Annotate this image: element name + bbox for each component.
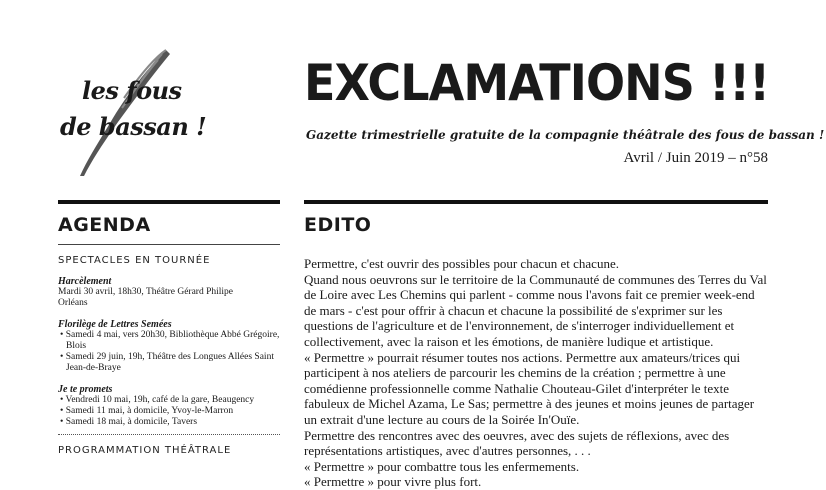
edito-rule <box>304 200 768 204</box>
category-tour: SPECTACLES EN TOURNÉE <box>58 255 211 266</box>
company-logo <box>58 48 208 178</box>
edito-paragraph: « Permettre » pour combattre tous les enfermements. <box>304 458 580 474</box>
edito-paragraph: Permettre des rencontres avec des oeuvres, avec des sujets de réflexions, avec des représentations artistiques, avec d'autres personnes, . . . <box>304 427 730 459</box>
issue-date: Avril / Juin 2019 – n°58 <box>623 150 768 166</box>
edito-body <box>304 256 768 490</box>
logo-line-1: les fous <box>82 76 182 105</box>
edito-paragraph: Permettre, c'est ouvrir des possibles pour chacun et chacune. <box>304 256 619 271</box>
event-line: • Vendredi 10 mai, 19h, café de la gare, Beaugency <box>60 395 255 405</box>
agenda-rule <box>58 200 280 204</box>
event-je-te-promets <box>58 384 280 428</box>
event-line: Mardi 30 avril, 18h30, Théâtre Gérard Philipe <box>58 287 233 297</box>
event-title: Je te promets <box>58 384 113 395</box>
event-florilege <box>58 319 280 374</box>
edito-paragraph: « Permettre » pour vivre plus fort. <box>304 474 482 490</box>
event-line: • Samedi 4 mai, vers 20h30, Bibliothèque Abbé Grégoire, Blois <box>60 330 280 351</box>
event-line: • Samedi 18 mai, à domicile, Tavers <box>60 417 198 427</box>
category-programmation: PROGRAMMATION THÉÂTRALE <box>58 445 232 456</box>
agenda-column <box>58 200 280 456</box>
agenda-divider <box>58 244 280 245</box>
agenda-heading: AGENDA <box>58 214 151 236</box>
edito-paragraph: Quand nous oeuvrons sur le territoire de la Communauté de communes des Terres du Val de Loire avec Les Chemins qui parlent - comme nous l'avons fait ce premier week-end de mars - c'est pour offrir à chacun et chacune la possibilité de s'exprimer sur les questions de l'agriculture et de l'environnement, de s'interroger individuellement et collectivement, avec la raison et les émotions, de manière ludique et artistique. <box>304 271 767 349</box>
edito-heading: EDITO <box>304 214 372 236</box>
edito-column <box>304 200 768 490</box>
event-title: Harcèlement <box>58 276 112 287</box>
gazette-subtitle: Gazette trimestrielle gratuite de la compagnie théâtrale des fous de bassan ! <box>306 128 825 142</box>
event-harcelement <box>58 276 280 309</box>
edito-paragraph: « Permettre » pourrait résumer toutes nos actions. Permettre aux amateurs/trices qui participent à nos ateliers de parcourir les chemins de la création ; permettre à une comédienne professionnelle comme Nathalie Chouteau-Gilet d'interpréter le texte fabuleux de Michel Azama, Le Sas; permettre à des jeunes et moins jeunes de partager un extrait d'une lecture au cours de la Soirée In'Ouïe. <box>304 349 755 427</box>
event-title: Florilège de Lettres Semées <box>58 319 172 330</box>
gazette-title: EXCLAMATIONS !!! <box>304 54 770 112</box>
event-line: • Samedi 11 mai, à domicile, Yvoy-le-Marron <box>60 406 234 416</box>
agenda-dotted-divider <box>58 434 280 435</box>
logo-line-2: de bassan ! <box>60 112 207 141</box>
event-line: • Samedi 29 juin, 19h, Théâtre des Longues Allées Saint Jean-de-Braye <box>60 352 274 373</box>
event-line: Orléans <box>58 298 88 308</box>
